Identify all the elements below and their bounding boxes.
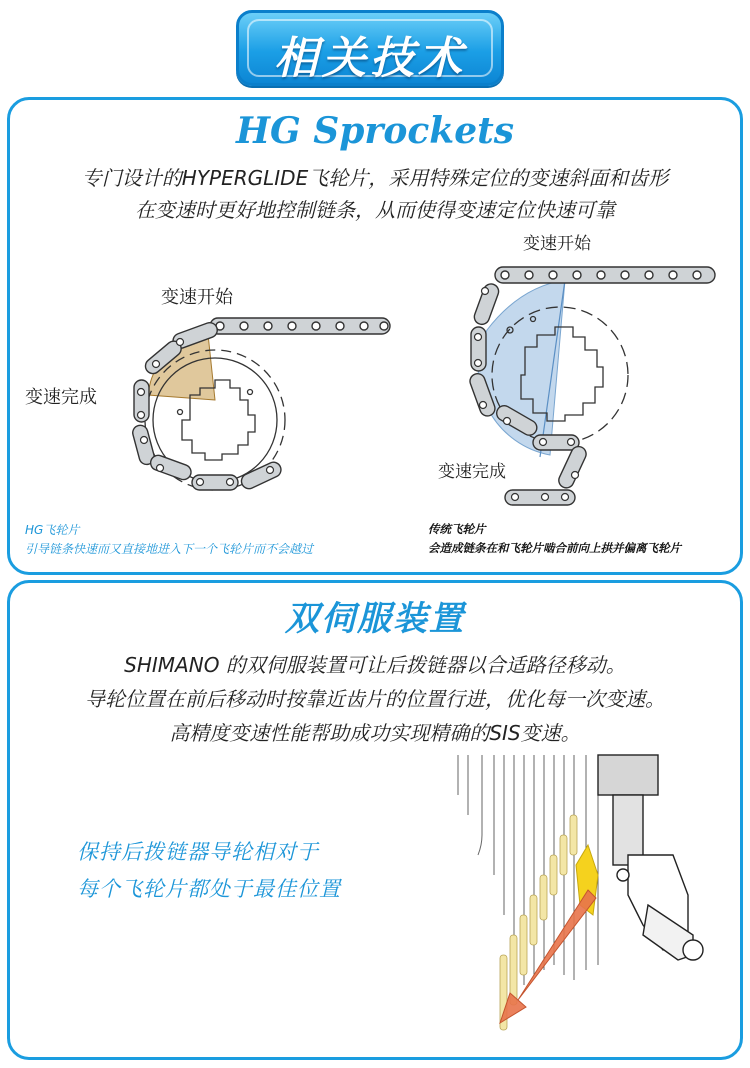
servo-desc-line-1: SHIMANO 的双伺服装置可让后拨链器以合适路径移动。 [124,653,626,677]
hg-section-title: HG Sprockets [235,110,515,152]
hg-caption-text: 引导链条快速而又直接地进入下一个飞轮片而不会越过 [25,542,314,556]
hg-sprocket-diagram [120,320,410,500]
hg-caption-title: HG飞轮片 [25,523,80,537]
servo-desc-line-2: 导轮位置在前后移动时按靠近齿片的位置行进，优化每一次变速。 [85,687,665,711]
conventional-caption-title: 传统飞轮片 [428,522,486,536]
conventional-sprocket-diagram [465,275,725,515]
hg-sprockets-panel [7,97,743,575]
servo-section-title: 双伺服装置 [285,599,465,639]
servo-note-line-2: 每个飞轮片都处于最佳位置 [77,877,341,901]
hg-desc-line-1: 专门设计的HYPERGLIDE飞轮片，采用特殊定位的变速斜面和齿形 [81,166,669,190]
dual-servo-panel [7,580,743,1060]
left-shift-complete-label: 变速完成 [25,387,97,408]
left-shift-start-label: 变速开始 [161,287,233,308]
conventional-caption-text: 会造成链条在和飞轮片啮合前向上拱并偏离飞轮片 [428,541,681,555]
section-title-badge [236,10,504,86]
servo-desc-line-3: 高精度变速性能帮助成功实现精确的SIS变速。 [169,721,581,745]
hg-desc-line-2: 在变速时更好地控制链条，从而使得变速定位快速可靠 [135,198,615,222]
right-shift-complete-label: 变速完成 [438,462,506,482]
rear-derailleur-diagram [448,755,723,1053]
page-title: 相关技术 [274,33,466,84]
servo-note-line-1: 保持后拨链器导轮相对于 [77,840,319,864]
right-shift-start-label: 变速开始 [523,234,591,254]
